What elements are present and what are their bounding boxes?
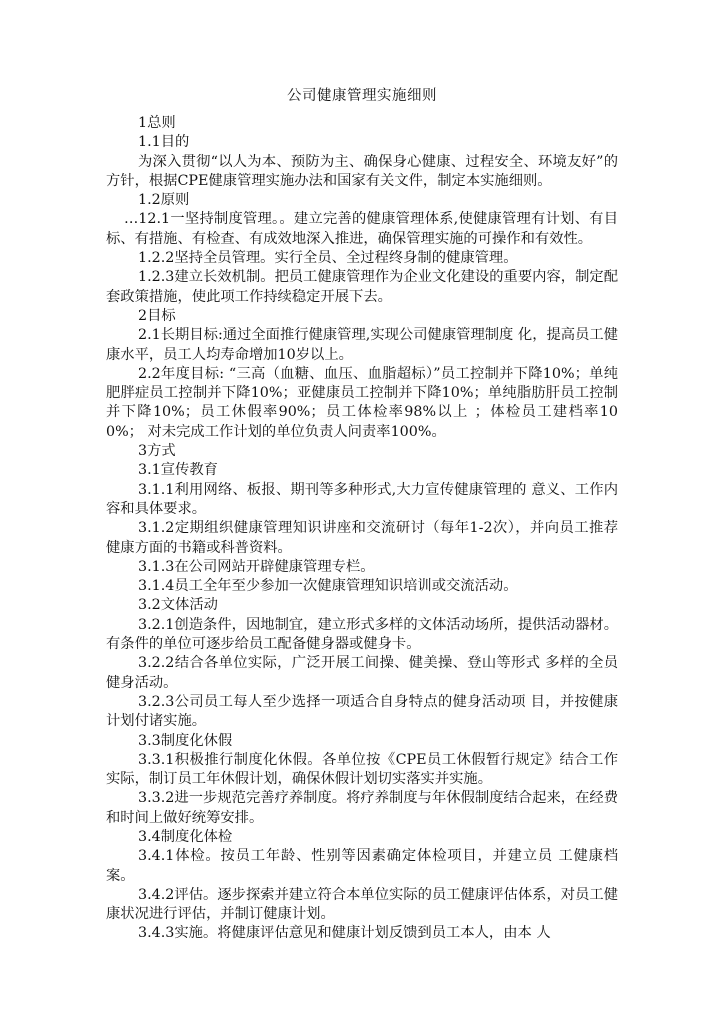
document-body: [106, 114, 618, 944]
paragraph: 2.1长期目标:通过全面推行健康管理,实现公司健康管理制度 化，提高员工健康水平，员工人均寿命增加10岁以上。: [106, 327, 618, 363]
section-heading: 1.1目的: [138, 134, 190, 151]
paragraph: 3.4.2评估。逐步探索并建立符合本单位实际的员工健康评估体系，对员工健康状况进行评估，并制订健康计划。: [106, 886, 618, 923]
paragraph: 3.1.3在公司网站开辟健康管理专栏。: [138, 558, 375, 575]
section-heading: 3.2文体活动: [138, 597, 218, 614]
section-heading: 3.4制度化体检: [138, 828, 233, 845]
section-heading: 1.2原则: [138, 192, 190, 209]
paragraph: 3.1.4员工全年至少参加一次健康管理知识培训或交流活动。: [138, 578, 518, 595]
paragraph: 3.2.1创造条件，因地制宜，建立形式多样的文体活动场所，提供活动器材。有条件的单位可逐步给员工配备健身器或健身卡。: [106, 616, 618, 653]
document-title: 公司健康管理实施细则: [287, 88, 437, 104]
paragraph: 1.2.2坚持全员管理。实行全员、全过程终身制的健康管理。: [138, 250, 518, 267]
section-heading: 2目标: [138, 307, 176, 324]
paragraph: 为深入贯彻“以人为本、预防为主、确保身心健康、过程安全、环境友好”的方针，根据CPE健康管理实施办法和国家有关文件，制定本实施细则。: [106, 153, 618, 189]
section-heading: 1总则: [138, 115, 176, 131]
paragraph: 1.2.3建立长效机制。把员工健康管理作为企业文化建设的重要内容，制定配套政策措施，使此项工作持续稳定开展下去。: [106, 269, 618, 305]
paragraph: 3.2.2结合各单位实际，广泛开展工间操、健美操、登山等形式 多样的全员健身活动。: [106, 655, 618, 691]
section-heading: 3.3制度化休假: [138, 732, 233, 749]
paragraph: 3.3.1积极推行制度化休假。各单位按《CPE员工休假暂行规定》结合工作实际，制订员工年休假计划，确保休假计划切实落实并实施。: [106, 751, 618, 788]
paragraph: 3.3.2进一步规范完善疗养制度。将疗养制度与年休假制度结合起来，在经费和时间上做好统筹安排。: [106, 790, 618, 826]
section-heading: 3.1宣传教育: [138, 462, 218, 479]
paragraph: 3.1.1利用网络、板报、期刊等多种形式,大力宣传健康管理的 意义、工作内容和具体要求。: [106, 481, 618, 517]
paragraph: 3.4.3实施。将健康评估意见和健康计划反馈到员工本人，由本 人: [138, 925, 551, 942]
paragraph: 3.4.1体检。按员工年龄、性别等因素确定体检项目，并建立员 工健康档案。: [106, 848, 618, 884]
paragraph: 2.2年度目标: “三高（血糖、血压、血脂超标）”员工控制并下降10%；单纯肥胖症员工控制并下降10%；亚健康员工控制并下降10%；单纯脂肪肝员工控制并下降10%；员工休假率90%；员工体检率98%以上 ；体检员工建档率100%； 对未完成工作计划的单位负责人问责率100%。: [106, 365, 618, 440]
section-heading: 3方式: [138, 443, 176, 460]
paragraph: …12.1一坚持制度管理。。建立完善的健康管理体系,使健康管理有计划、有目标、有措施、有检查、有成效地深入推进，确保管理实施的可操作和有效性。: [106, 211, 618, 247]
paragraph: 3.2.3公司员工每人至少选择一项适合自身特点的健身活动项 目，并按健康计划付诸实施。: [106, 693, 618, 730]
document-page: [106, 84, 618, 944]
paragraph: 3.1.2定期组织健康管理知识讲座和交流研讨（每年1-2次），并向员工推荐健康方面的书籍或科普资料。: [106, 520, 618, 556]
